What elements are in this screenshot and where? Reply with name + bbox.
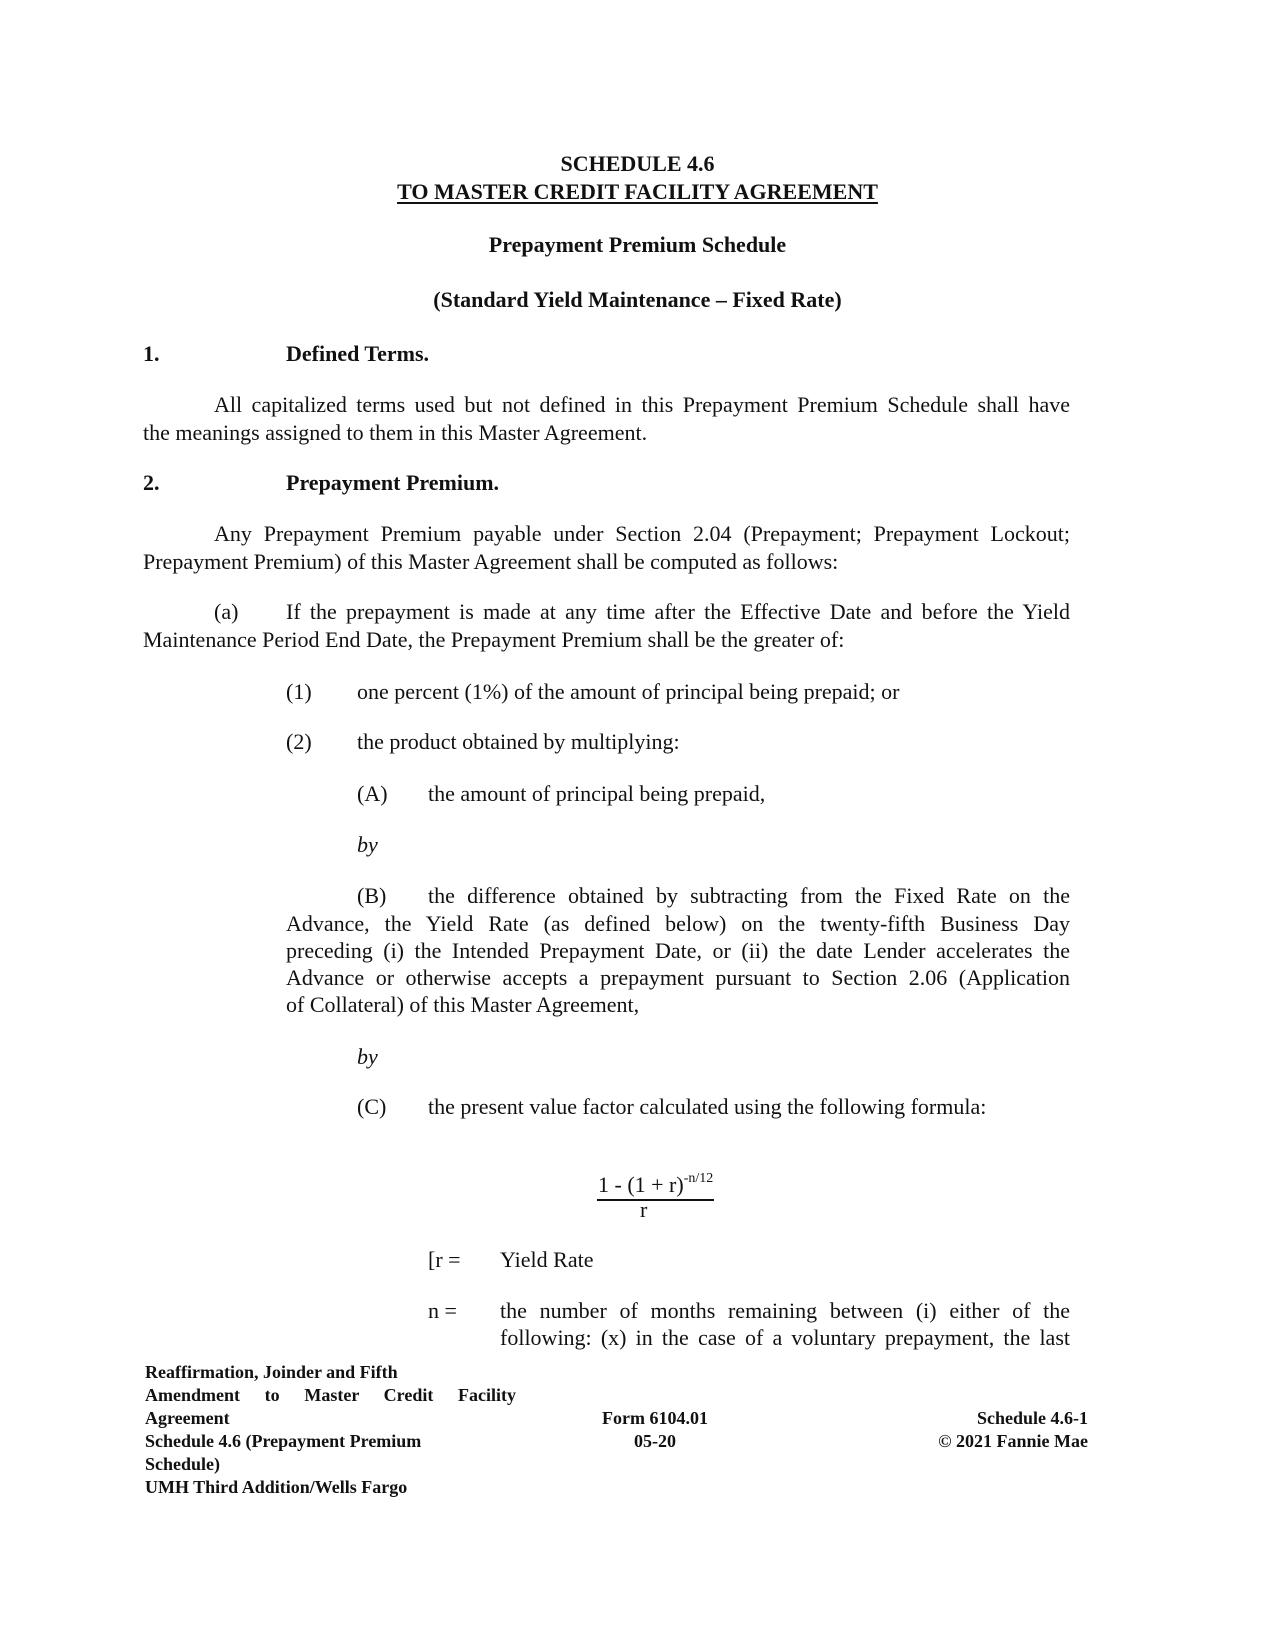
item-A-label: (A) [357,781,388,806]
by-connector-2: by [357,1044,378,1069]
clause-a-line2: Maintenance Period End Date, the Prepayment Premium shall be the greater of: [143,627,845,652]
footer-left-line1: Reaffirmation, Joinder and Fifth [145,1362,398,1382]
schedule-title: SCHEDULE 4.6 [560,151,715,176]
footer-left-line4: Schedule 4.6 (Prepayment Premium [145,1431,422,1451]
item-B-label: (B) [357,883,387,908]
definition-n-line1: the number of months remaining between (i) either of the [500,1298,1070,1323]
definition-n-label: n = [428,1298,457,1323]
item-A-text: the amount of principal being prepaid, [428,781,766,806]
footer-copyright: © 2021 Fannie Mae [938,1431,1088,1451]
agreement-title-text: TO MASTER CREDIT FACILITY AGREEMENT [397,179,878,204]
schedule-subtitle-agreement [0,179,1275,205]
definition-r-label: [r = [428,1247,461,1272]
item-1-text: one percent (1%) of the amount of principal being prepaid; or [357,679,900,704]
formula-exponent: -n/12 [683,1170,714,1186]
item-B-line1: the difference obtained by subtracting from the Fixed Rate on the [428,883,1070,908]
footer-schedule-page: Schedule 4.6-1 [976,1408,1088,1428]
item-C-text: the present value factor calculated using the following formula: [428,1094,987,1119]
footer-form-date: 05-20 [634,1431,676,1451]
formula-numerator-base: 1 - (1 + r) [598,1172,684,1197]
footer-left-line5: Schedule) [145,1454,221,1474]
premium-schedule-heading: Prepayment Premium Schedule [488,232,787,257]
footer-form-number: Form 6104.01 [602,1408,708,1428]
formula-denominator: r [640,1197,648,1222]
section-2-heading: Prepayment Premium. [286,470,500,495]
formula-numerator [597,1172,714,1201]
section-1-paragraph-line2: the meanings assigned to them in this Master Agreement. [143,420,648,445]
section-2-paragraph-line1: Any Prepayment Premium payable under Section 2.04 (Prepayment; Prepayment Lockout; [214,521,1070,546]
section-2-number: 2. [143,470,160,495]
section-1-paragraph-line1: All capitalized terms used but not defined in this Prepayment Premium Schedule shall have [214,392,1070,417]
section-1-heading: Defined Terms. [286,341,429,366]
item-B-line3: preceding (i) the Intended Prepayment Date, or (ii) the date Lender accelerates the [286,938,1070,963]
item-2-text: the product obtained by multiplying: [357,729,680,754]
clause-a-label: (a) [214,599,239,624]
footer-left-line2: Amendment to Master Credit Facility [145,1385,516,1405]
item-C-label: (C) [357,1094,387,1119]
item-1-label: (1) [286,679,312,704]
yield-maintenance-heading: (Standard Yield Maintenance – Fixed Rate) [433,287,842,312]
footer-left-line6: UMH Third Addition/Wells Fargo [145,1477,408,1497]
clause-a-line1: If the prepayment is made at any time after the Effective Date and before the Yield [286,599,1070,624]
item-B-line5: of Collateral) of this Master Agreement, [286,992,640,1017]
item-2-label: (2) [286,729,312,754]
definition-n-line2: following: (x) in the case of a voluntary prepayment, the last [500,1325,1070,1350]
item-B-line2: Advance, the Yield Rate (as defined below) on the twenty-fifth Business Day [286,911,1070,936]
by-connector-1: by [357,832,378,857]
section-2-paragraph-line2: Prepayment Premium) of this Master Agreement shall be computed as follows: [143,549,839,574]
section-1-number: 1. [143,341,160,366]
item-B-line4: Advance or otherwise accepts a prepayment pursuant to Section 2.06 (Application [286,965,1070,990]
footer-left-line3: Agreement [145,1408,230,1428]
definition-r-text: Yield Rate [500,1247,594,1272]
